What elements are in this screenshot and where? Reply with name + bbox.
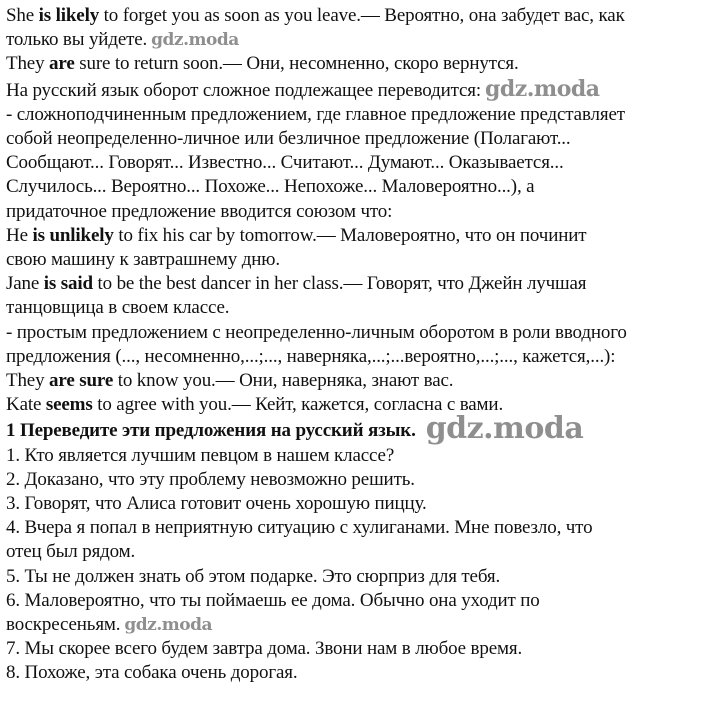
document-page: [6, 4, 706, 686]
text-line: Случилось... Вероятно... Похоже... Непохоже... Маловероятно...), а: [6, 176, 535, 198]
text-line: собой неопределенно-личное или безличное предложение (Полагают...: [6, 128, 571, 150]
text-line: На русский язык оборот сложное подлежащее переводится: gdz.moda: [6, 75, 600, 102]
exercise-item: 4. Вчера я попал в неприятную ситуацию с хулиганами. Мне повезло, что: [6, 517, 593, 539]
text-line: придаточное предложение вводится союзом что:: [6, 200, 393, 222]
text-line: They are sure to return soon.— Они, несомненно, скоро вернутся.: [6, 53, 519, 75]
text-line: предложения (..., несомненно,...;..., наверняка,...;...вероятно,...;..., кажется,...):: [6, 345, 616, 367]
exercise-item: 3. Говорят, что Алиса готовит очень хорошую пиццу.: [6, 493, 427, 515]
text-line: свою машину к завтрашнему дню.: [6, 249, 280, 271]
watermark-logo: gdz.moda: [485, 75, 600, 102]
exercise-item: 1. Кто является лучшим певцом в нашем классе?: [6, 444, 395, 466]
watermark-logo: gdz.moda: [124, 615, 212, 636]
exercise-item: воскресеньям. gdz.moda: [6, 613, 706, 637]
exercise-item: 2. Доказано, что эту проблему невозможно решить.: [6, 468, 415, 490]
text-line: - простым предложением с неопределенно-личным оборотом в роли вводного: [6, 321, 627, 343]
exercise-item: 6. Маловероятно, что ты поймаешь ее дома. Обычно она уходит по: [6, 589, 540, 611]
exercise-item: 8. Похоже, эта собака очень дорогая.: [6, 662, 298, 684]
watermark-logo: gdz.moda: [425, 411, 584, 447]
text-line: только вы уйдете. gdz.moda: [6, 28, 706, 52]
text-line: Сообщают... Говорят... Известно... Считают... Думают... Оказывается...: [6, 152, 564, 174]
text-line: He is unlikely to fix his car by tomorrow.— Маловероятно, что он починит: [6, 224, 587, 246]
exercise-item: 5. Ты не должен знать об этом подарке. Это сюрприз для тебя.: [6, 565, 501, 587]
text-line: She is likely to forget you as soon as you leave.— Вероятно, она забудет вас, как: [6, 5, 625, 26]
exercise-item: отец был рядом.: [6, 541, 136, 563]
watermark-logo: gdz.moda: [151, 30, 239, 51]
text-line: - сложноподчиненным предложением, где главное предложение представляет: [6, 103, 625, 125]
exercise-item: 7. Мы скорее всего будем завтра дома. Звони нам в любое время.: [6, 638, 523, 660]
text-line: танцовщица в своем классе.: [6, 297, 230, 319]
text-line: Jane is said to be the best dancer in her class.— Говорят, что Джейн лучшая: [6, 273, 587, 295]
exercise-heading: 1 Переведите эти предложения на русский язык. gdz.moda: [6, 411, 584, 447]
text-line: They are sure to know you.— Они, наверняка, знают вас.: [6, 370, 454, 392]
text-line: Kate seems to agree with you.— Кейт, кажется, согласна с вами.: [6, 394, 504, 416]
